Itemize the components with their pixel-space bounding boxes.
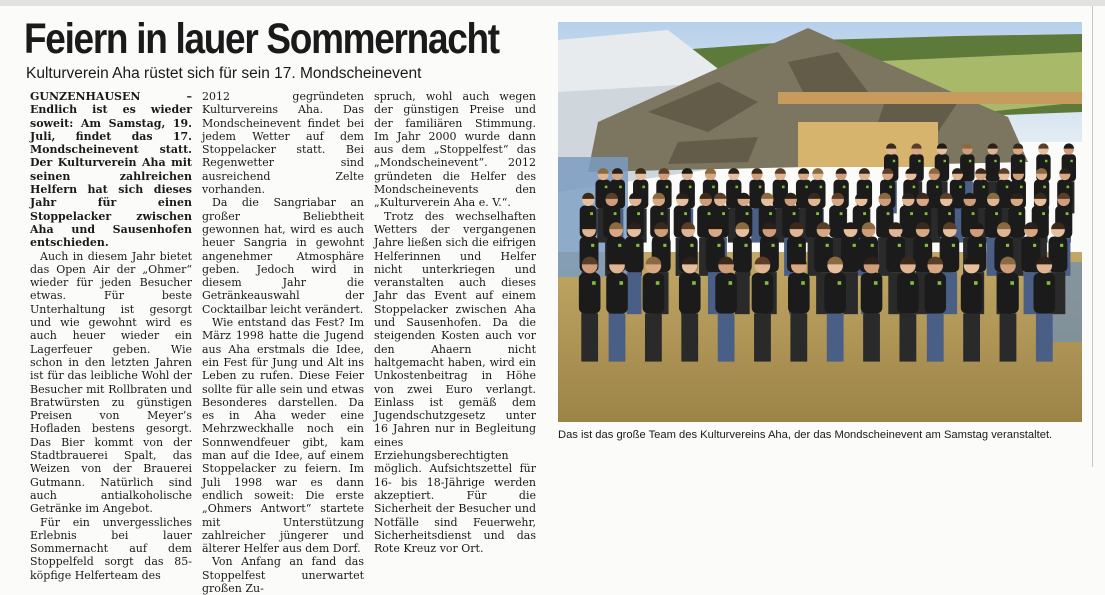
page-edge-right [1092,6,1093,467]
body-paragraph: 2012 gegründeten Kulturvereins Aha. Das Mondscheinevent findet bei jedem Wetter auf dem Stoppelacker statt. Bei Regenwetter sind ausreichend Zelte vorhanden. [202,90,364,197]
body-paragraph: Trotz des wechselhaften Wetters der vergangenen Jahre ließen sich die eifrigen Helferinnen und Helfer nicht unterkriegen und veranstalten auch dieses Jahr das Event auf einem Stoppelacker zwischen Aha und Sausenhofen. Da die steigenden Kosten auch vor den Ahaern nicht haltgemacht haben, wird ein Unkostenbeitrag in Höhe von zwei Euro verlangt. Einlass ist gemäß dem Jugendschutzgesetz unter 16 Jahren nur in Begleitung eines Erziehungsberechtigten möglich. Aufsichtszettel für 16- bis 18-Jährige werden akzeptiert. Für die Sicherheit der Besucher und Notfälle sind Feuerwehr, Sicherheitsdienst und das Rote Kreuz vor Ort. [374,209,536,556]
body-paragraph: spruch, wohl auch wegen der günstigen Preise und der familiären Stimmung. Im Jahr 2000 wurde dann aus dem „Stoppelfest“ das „Mondscheinevent“. 2012 gründeten die Helfer des Mondscheinevents den „Kulturverein Aha e. V.“. [374,90,536,210]
group-photo [558,22,1082,422]
headline: Feiern in lauer Sommernacht [24,15,499,63]
lead-paragraph: GUNZENHAUSEN – Endlich ist es wieder soweit: Am Samstag, 19. Juli, findet das 17. Mondscheinevent statt. Der Kulturverein Aha mit seinen zahlreichen Helfern hat sich dieses Jahr für einen Stoppelacker zwischen Aha und Sausenhofen entschieden. [30,90,192,250]
wooden-roof-beam [778,92,1082,104]
body-paragraph: Da die Sangriabar an großer Beliebtheit gewonnen hat, wird es auch heuer Sangria in gewohnt angenehmer Atmosphäre geben. Jedoch wird in diesem Jahr die Getränkeauswahl der Cocktailbar leicht verändert. [202,196,364,316]
body-paragraph: Wie entstand das Fest? Im März 1998 hatte die Jugend aus Aha erstmals die Idee, ein Fest für Jung und Alt ins Leben zu rufen. Diese Feier sollte für alle sein und etwas Besonderes darstellen. Da es in Aha weder eine Mehrzweckhalle noch ein Sonnwendfeuer gibt, kam man auf die Idee, auf einem Stoppelacker zu feiern. Im Juli 1998 war es dann endlich soweit: Die erste „Ohmers Antwort“ startete mit Unterstützung zahlreicher jüngerer und älterer Helfer aus dem Dorf. [202,316,364,556]
article-column-1 [30,90,192,582]
photo-caption: Das ist das große Team des Kulturvereins Aha, der das Mondscheinevent am Samstag veranstaltet. [558,429,1053,441]
article-column-3 [374,90,536,556]
group-photo-image [558,22,1082,422]
body-paragraph: Für ein unvergessliches Erlebnis bei lauer Sommernacht auf dem Stoppelfeld sorgt das 85-köpfige Helferteam des [30,515,192,582]
subheadline: Kulturverein Aha rüstet sich für sein 17. Mondscheinevent [26,65,422,82]
article-column-2 [202,90,364,595]
page-edge-top [0,0,1105,6]
body-paragraph: Von Anfang an fand das Stoppelfest unerwartet großen Zu- [202,555,364,595]
body-paragraph: Auch in diesem Jahr bietet das Open Air der „Ohmer“ wieder für jeden Besucher etwas. Für beste Unterhaltung ist gesorgt und wie gewohnt wird es auch heuer wieder ein Lagerfeuer geben. Wie schon in den letzten Jahren ist für das leibliche Wohl der Besucher mit Rollbraten und Bratwürsten zu günstigen Preisen von Meyer’s Hofladen bestens gesorgt. Das Bier kommt von der Stadtbrauerei Spalt, das Weizen von der Brauerei Gutmann. Natürlich sind auch antialkoholische Getränke im Angebot. [30,249,192,516]
